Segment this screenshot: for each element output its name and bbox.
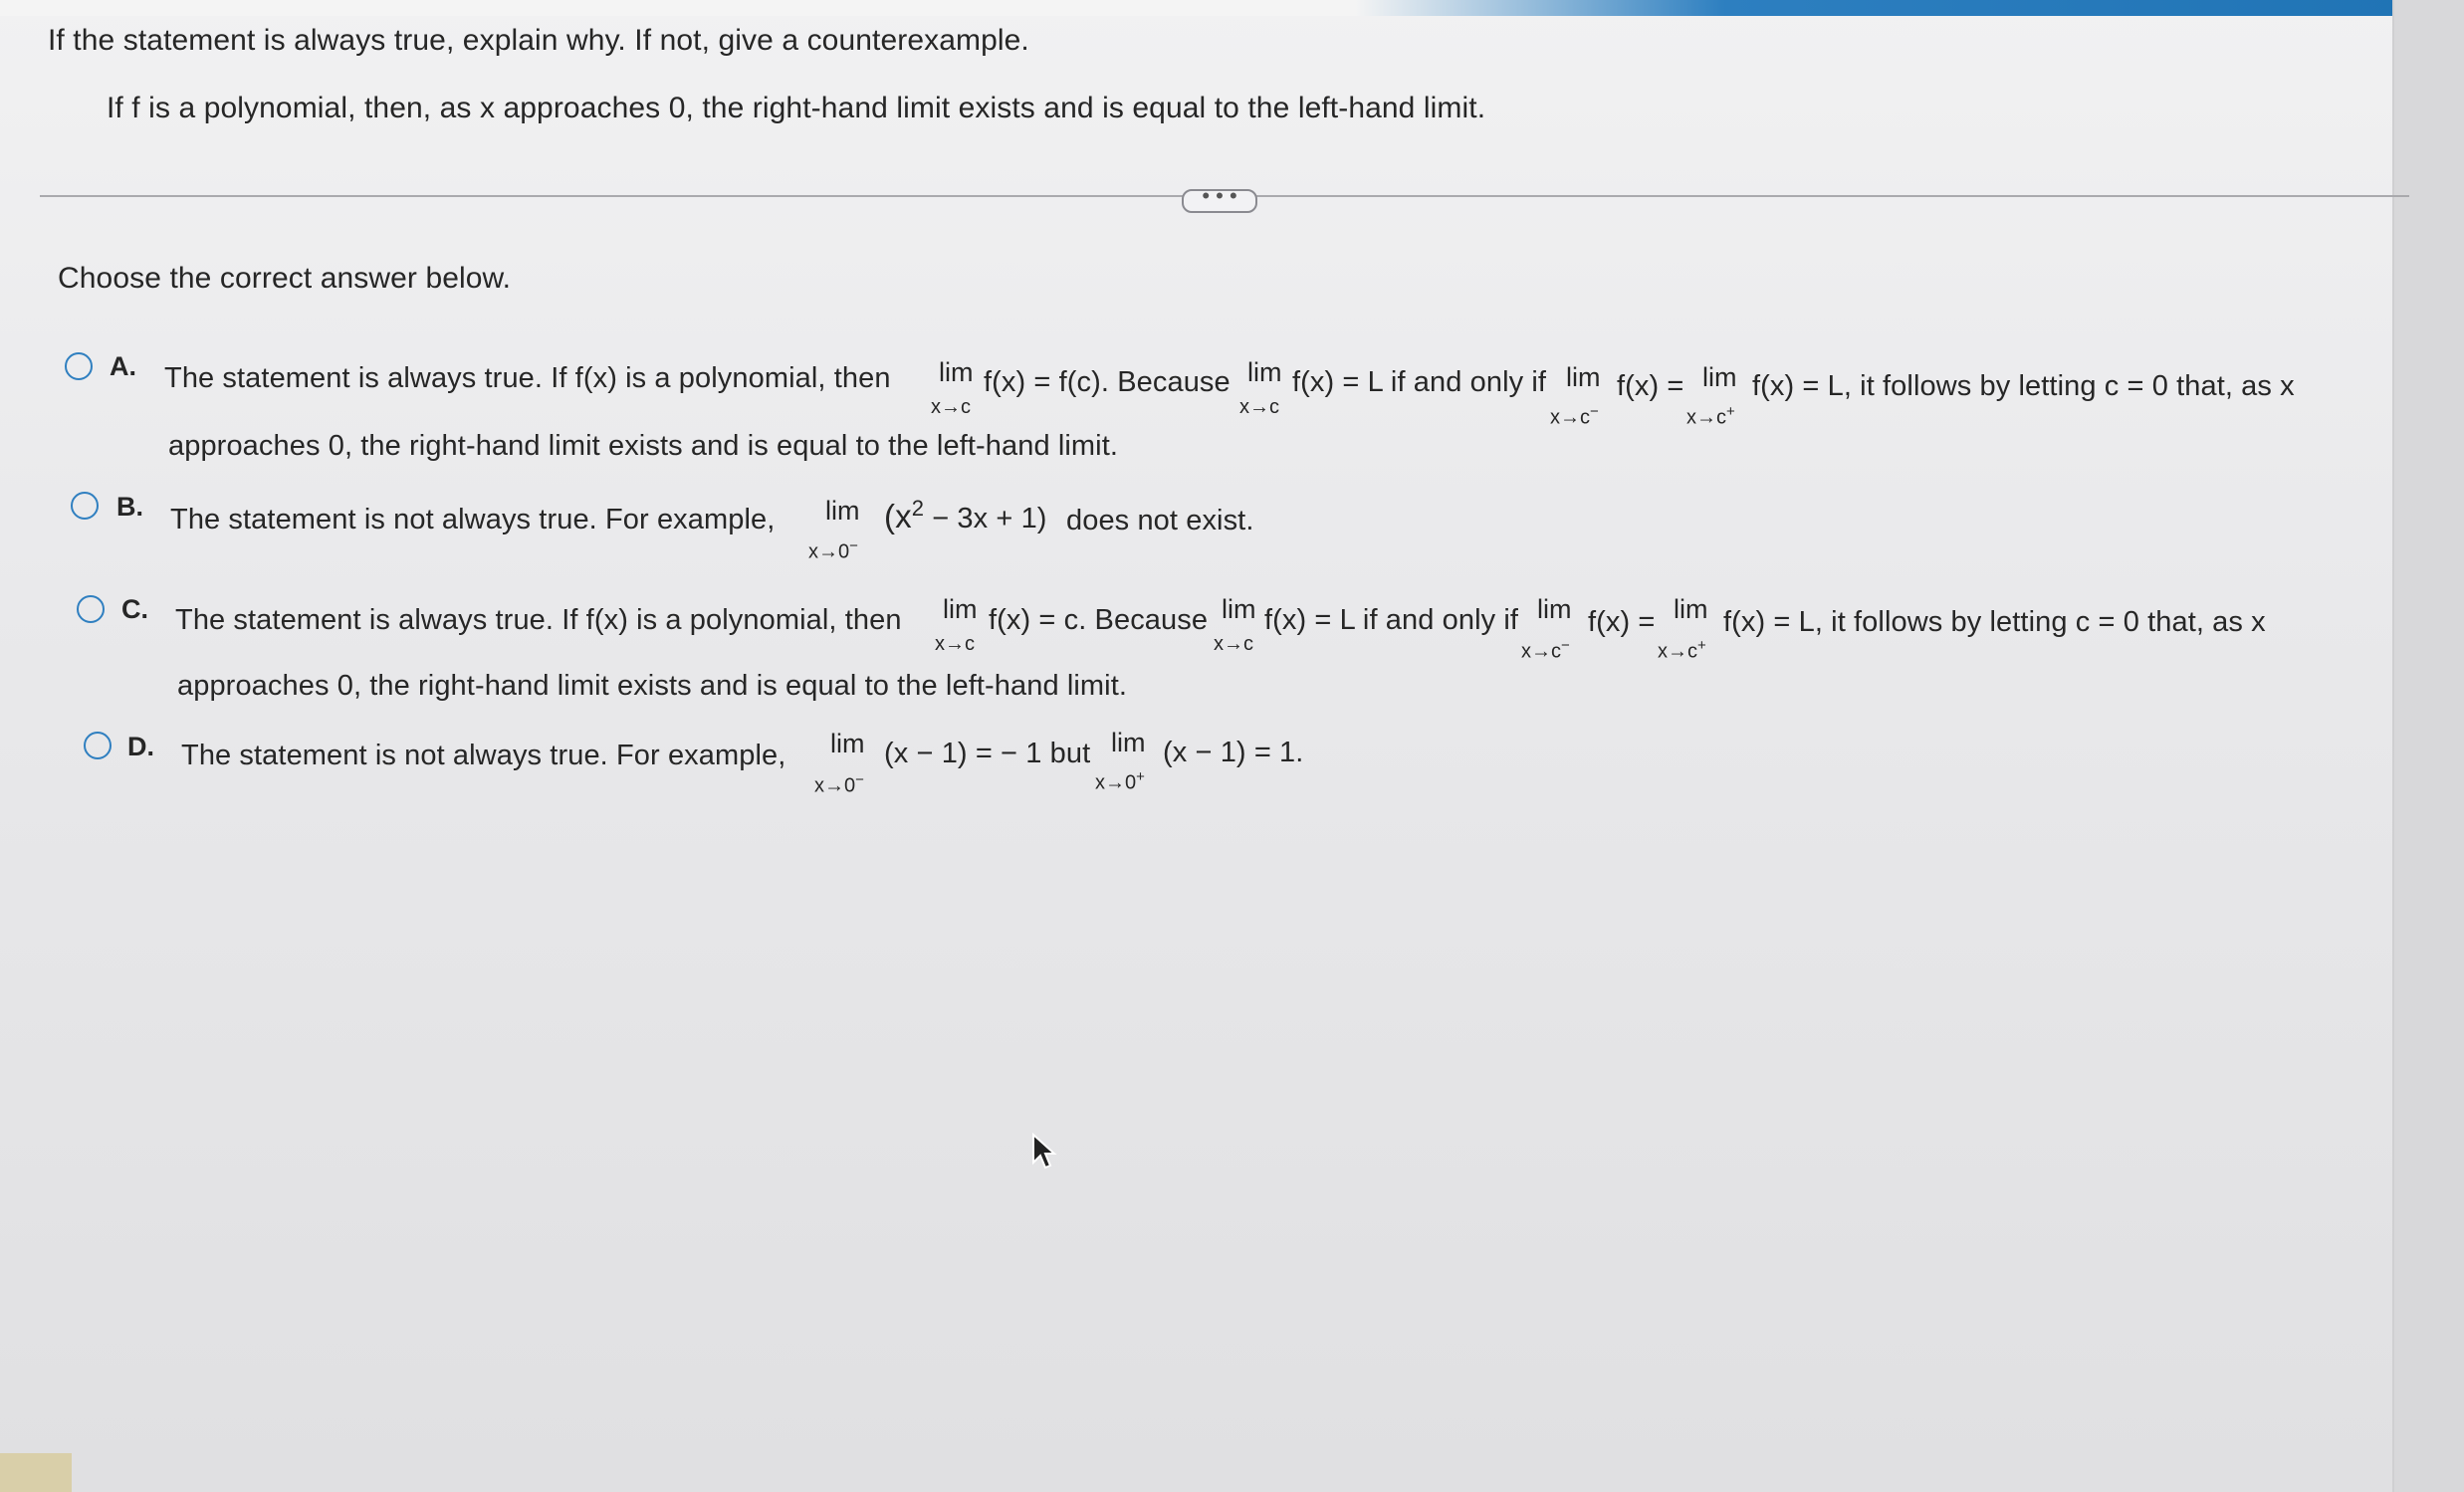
option-a-lim-3: lim	[1566, 362, 1601, 392]
radio-a[interactable]	[65, 352, 93, 380]
option-c-text-3: f(x) = L if and only if	[1264, 604, 1519, 636]
option-a-lim-4: lim	[1702, 362, 1737, 392]
option-c-text-4: f(x) =	[1588, 606, 1656, 638]
option-b-text-1: The statement is not always true. For example,	[170, 504, 776, 535]
option-a-sub-3: x→c−	[1550, 403, 1599, 429]
radio-b[interactable]	[71, 492, 99, 520]
option-a-sub-4: x→c+	[1686, 403, 1735, 429]
option-a-text-3: f(x) = L if and only if	[1292, 366, 1547, 398]
option-a-text-1: The statement is always true. If f(x) is a polynomial, then	[164, 362, 891, 394]
option-d-sub-1: x→0−	[814, 771, 864, 797]
instruction-text: If the statement is always true, explain why. If not, give a counterexample.	[48, 24, 1029, 57]
choose-prompt: Choose the correct answer below.	[58, 262, 512, 295]
option-letter-a: A.	[110, 351, 136, 381]
option-c-text-1: The statement is always true. If f(x) is a polynomial, then	[175, 604, 902, 636]
option-b-expression: $(x^2 - 3x + 1)$	[884, 496, 1047, 534]
option-a-sub-1: x→c	[931, 396, 971, 418]
option-letter-c: C.	[121, 594, 148, 624]
statement-text: If f is a polynomial, then, as x approaches 0, the right-hand limit exists and is equal to the left-hand limit.	[107, 92, 1486, 124]
option-d-text-2: (x − 1) = − 1 but	[884, 738, 1091, 769]
option-c-text-5: f(x) = L, it follows by letting c = 0 that, as x	[1723, 606, 2266, 638]
option-c-sub-3: x→c−	[1521, 637, 1570, 663]
option-c-lim-4: lim	[1674, 594, 1708, 624]
option-c-lim-1: lim	[943, 594, 978, 624]
option-d-text-1: The statement is not always true. For example,	[181, 740, 786, 771]
right-edge	[2392, 0, 2464, 1492]
option-c-sub-2: x→c	[1214, 633, 1253, 655]
option-a-sub-2: x→c	[1239, 396, 1279, 418]
option-letter-d: D.	[127, 732, 154, 761]
option-letter-b: B.	[116, 492, 143, 522]
option-c-line-2: approaches 0, the right-hand limit exists and is equal to the left-hand limit.	[177, 670, 1128, 702]
more-button[interactable]: • • •	[1182, 189, 1257, 213]
option-d-lim-2: lim	[1111, 728, 1146, 757]
option-d-sub-2: x→0+	[1095, 768, 1145, 794]
option-b-text-2: does not exist.	[1066, 505, 1254, 536]
option-c-text-2: f(x) = c. Because	[989, 604, 1209, 636]
option-a-text-2: f(x) = f(c). Because	[984, 366, 1231, 398]
option-c-sub-1: x→c	[935, 633, 975, 655]
option-d-text-3: (x − 1) = 1.	[1163, 737, 1304, 768]
option-c-sub-4: x→c+	[1658, 637, 1706, 663]
option-a-text-4: f(x) =	[1617, 370, 1684, 402]
option-a-lim-2: lim	[1247, 357, 1282, 387]
option-b-lim-1: lim	[825, 496, 860, 526]
option-a-text-5: f(x) = L, it follows by letting c = 0 that, as x	[1752, 370, 2295, 402]
mouse-cursor-icon	[1031, 1133, 1057, 1172]
radio-d[interactable]	[84, 732, 112, 759]
radio-c[interactable]	[77, 595, 105, 623]
option-b-sub-1: x→0−	[808, 537, 858, 563]
option-d-lim-1: lim	[830, 729, 865, 758]
option-c-lim-2: lim	[1222, 594, 1256, 624]
option-a-lim-1: lim	[939, 357, 974, 387]
option-a-line-2: approaches 0, the right-hand limit exists and is equal to the left-hand limit.	[168, 430, 1119, 462]
option-c-lim-3: lim	[1537, 594, 1572, 624]
